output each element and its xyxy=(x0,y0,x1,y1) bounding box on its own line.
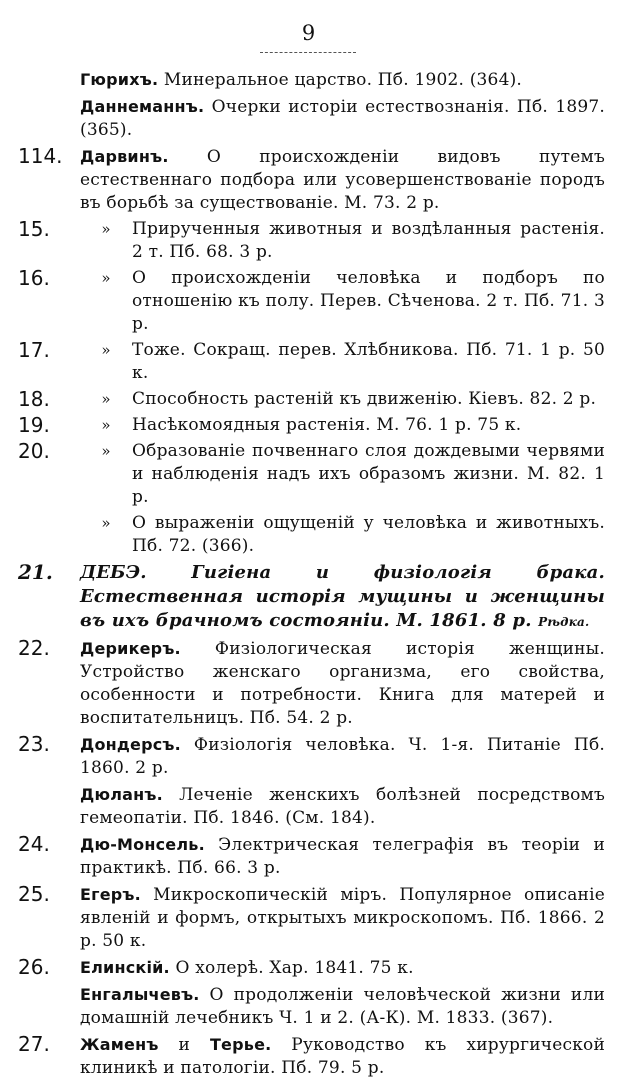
entry-description: Электрическая телеграфія въ теоріи и практикѣ. Пб. 66. 3 р. xyxy=(80,835,605,878)
entry-number: 16. xyxy=(18,266,50,290)
catalog-entry xyxy=(0,883,617,953)
ditto-mark: » xyxy=(101,442,111,460)
ditto-mark: » xyxy=(101,341,111,359)
entry-description: ДЕБЭ. Гигіена и физіологія брака. Естественная исторія мущины и женщины въ ихъ брачномъ состояніи. М. 1861. 8 р. xyxy=(80,562,605,631)
entry-description: Прирученныя животныя и воздѣланныя растенія. 2 т. Пб. 68. 3 р. xyxy=(132,219,605,262)
ditto-mark: » xyxy=(101,390,111,408)
entry-text xyxy=(80,833,605,880)
catalog-entry xyxy=(0,1033,617,1080)
entry-description: О происхожденіи человѣка и подборъ по отношенію къ полу. Перев. Сѣченова. 2 т. Пб. 71. 3 р. xyxy=(132,268,605,334)
catalog-entry xyxy=(0,95,617,142)
catalog-entry xyxy=(0,561,617,634)
entry-author: Даннеманнъ. xyxy=(80,97,205,116)
entry-number: 114. xyxy=(18,144,63,168)
catalog-entry xyxy=(0,267,617,336)
ditto-mark: » xyxy=(101,416,111,434)
entry-description: Руководство къ хирургической клиникѣ и патологіи. Пб. 79. 5 р. xyxy=(80,1035,605,1078)
entry-number: 15. xyxy=(18,217,50,241)
entry-text xyxy=(80,956,605,980)
entry-description: О выраженіи ощущеній у человѣка и животныхъ. Пб. 72. (366). xyxy=(132,513,605,556)
catalog-entry xyxy=(0,983,617,1030)
catalog-entry xyxy=(0,440,617,509)
catalog-entry xyxy=(0,956,617,980)
entry-text xyxy=(80,145,605,215)
entry-author: Дюланъ. xyxy=(80,785,163,804)
catalog-entry xyxy=(0,733,617,780)
entry-description: Образованіе почвеннаго слоя дождевыми червями и наблюденія надъ ихъ образомъ жизни. М. 82. 1 р. xyxy=(132,441,605,507)
entry-list xyxy=(0,68,617,1083)
page-number: 9 xyxy=(301,21,316,45)
entry-description: Насѣкомоядныя растенія. М. 76. 1 р. 75 к. xyxy=(132,415,522,435)
entry-text xyxy=(80,883,605,953)
entry-description: О холерѣ. Хар. 1841. 75 к. xyxy=(169,958,414,978)
entry-text xyxy=(80,68,605,92)
entry-text xyxy=(80,1033,605,1080)
entry-number: 21. xyxy=(18,560,53,584)
entry-author: Егеръ. xyxy=(80,885,141,904)
entry-number: 25. xyxy=(18,882,50,906)
entry-description: Минеральное царство. Пб. 1902. (364). xyxy=(158,70,523,90)
ditto-mark: » xyxy=(101,220,111,238)
catalog-entry xyxy=(0,339,617,385)
catalog-entry xyxy=(0,68,617,92)
entry-text xyxy=(80,983,605,1030)
catalog-entry xyxy=(0,637,617,730)
entry-description: Физіологическая исторія женщины. Устройство женскаго организма, его свойства, особенности и потребности. Книга для матерей и воспитательницъ. Пб. 54. 2 р. xyxy=(80,639,605,728)
catalog-entry xyxy=(0,783,617,830)
page-number-rule xyxy=(260,52,356,53)
entry-number: 22. xyxy=(18,636,50,660)
entry-number: 26. xyxy=(18,955,50,979)
entry-text xyxy=(80,561,605,634)
entry-description: Способность растеній къ движенію. Кіевъ. 82. 2 р. xyxy=(132,389,597,409)
entry-number: 27. xyxy=(18,1032,50,1056)
entry-description: Леченіе женскихъ болѣзней посредствомъ гемеопатіи. Пб. 1846. (См. 184). xyxy=(80,785,605,828)
entry-text xyxy=(80,783,605,830)
catalog-entry xyxy=(0,218,617,264)
catalog-entry xyxy=(0,388,617,411)
entry-description: Физіологія человѣка. Ч. 1-я. Питаніе Пб. 1860. 2 р. xyxy=(80,735,605,778)
entry-number: 17. xyxy=(18,338,50,362)
entry-author: Дерикеръ. xyxy=(80,639,181,658)
rarity-note: Рѣдка. xyxy=(538,615,590,629)
catalog-entry xyxy=(0,833,617,880)
entry-text xyxy=(80,95,605,142)
entry-description: О продолженіи человѣческой жизни или домашній лечебникъ Ч. 1 и 2. (А-К). М. 1833. (367). xyxy=(80,985,605,1028)
entry-author: Енгалычевъ. xyxy=(80,985,200,1004)
entry-number: 18. xyxy=(18,387,50,411)
entry-description: Микроскопическій міръ. Популярное описаніе явленій и формъ, открытыхъ микроскопомъ. Пб. 1866. 2 р. 50 к. xyxy=(80,885,605,951)
entry-description: Очерки исторіи естествознанія. Пб. 1897. (365). xyxy=(80,97,605,140)
catalog-entry xyxy=(0,512,617,558)
catalog-entry xyxy=(0,145,617,215)
entry-coauthor: Терье. xyxy=(209,1035,272,1054)
entry-number: 24. xyxy=(18,832,50,856)
entry-number: 20. xyxy=(18,439,50,463)
catalog-entry xyxy=(0,414,617,437)
entry-author: Дарвинъ. xyxy=(80,147,169,166)
entry-joiner: и xyxy=(158,1035,210,1055)
entry-author: Гюрихъ. xyxy=(80,70,159,89)
entry-text xyxy=(80,637,605,730)
entry-author: Жаменъ xyxy=(80,1035,159,1054)
entry-description: О происхожденіи видовъ путемъ естественнаго подбора или усовершенствованіе породъ въ борьбѣ за существованіе. М. 73. 2 р. xyxy=(80,147,605,213)
ditto-mark: » xyxy=(101,269,111,287)
entry-text xyxy=(80,733,605,780)
ditto-mark: » xyxy=(101,514,111,532)
entry-author: Дондерсъ. xyxy=(80,735,181,754)
entry-number: 23. xyxy=(18,732,50,756)
entry-number: 19. xyxy=(18,413,50,437)
entry-author: Елинскій. xyxy=(80,958,170,977)
entry-author: Дю-Монсель. xyxy=(80,835,205,854)
entry-description: Тоже. Сокращ. перев. Хлѣбникова. Пб. 71. 1 р. 50 к. xyxy=(132,340,605,383)
